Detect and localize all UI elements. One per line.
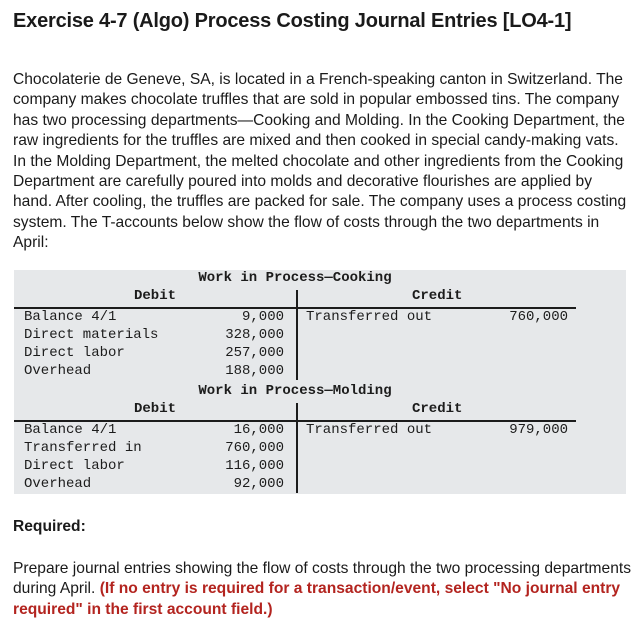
- credit-amount: 760,000: [509, 309, 568, 325]
- debit-label: Balance 4/1: [24, 422, 117, 438]
- instructions-text: Prepare journal entries showing the flow of costs through the two processing departments during April.: [13, 560, 632, 598]
- debit-amount: 328,000: [225, 327, 284, 343]
- debit-amount: 188,000: [225, 363, 284, 379]
- instructions: [13, 559, 637, 620]
- debit-label: Overhead: [24, 363, 92, 379]
- debit-header: Debit: [134, 288, 177, 304]
- debit-label: Overhead: [24, 476, 92, 492]
- debit-amount: 257,000: [225, 345, 284, 361]
- debit-amount: 16,000: [233, 422, 284, 438]
- credit-label: Transferred out: [306, 309, 433, 325]
- debit-amount: 9,000: [241, 309, 284, 325]
- t-accounts-panel: [14, 270, 626, 494]
- debit-label: Direct labor: [24, 458, 125, 474]
- intro-paragraph: Chocolaterie de Geneve, SA, is located in a French-speaking canton in Switzerland. The company makes chocolate truffles that are sold in popular embossed tins. The company has two processing departments—Cooking and Molding. In the Cooking Department, the raw ingredients for the truffles are mixed and then cooked in special candy-making vats. In the Molding Department, the melted chocolate and other ingredients from the Cooking Department are carefully poured into molds and decorative flourishes are applied by hand. After cooling, the truffles are packed for sale. The company uses a process costing system. The T-accounts below show the flow of costs through the two departments in April:: [13, 71, 627, 252]
- debit-label: Balance 4/1: [24, 309, 117, 325]
- credit-amount: 979,000: [509, 422, 568, 438]
- t-account-molding: [14, 383, 626, 495]
- t-account-title: Work in Process—Cooking: [198, 270, 392, 286]
- debit-label: Direct labor: [24, 345, 125, 361]
- t-account-title: Work in Process—Molding: [198, 383, 392, 399]
- t-account-vertical-rule: [296, 403, 298, 493]
- required-heading: Required:: [13, 518, 86, 535]
- debit-label: Direct materials: [24, 327, 159, 343]
- debit-amount: 92,000: [233, 476, 284, 492]
- debit-label: Transferred in: [24, 440, 142, 456]
- page-title: Exercise 4-7 (Algo) Process Costing Journal Entries [LO4-1]: [13, 10, 572, 32]
- debit-header: Debit: [134, 401, 177, 417]
- debit-amount: 116,000: [225, 458, 284, 474]
- debit-amount: 760,000: [225, 440, 284, 456]
- credit-label: Transferred out: [306, 422, 433, 438]
- t-account-cooking: [14, 270, 626, 382]
- instructions-emphasis: (If no entry is required for a transaction/event, select "No journal entry required" in the first account field.): [13, 580, 621, 618]
- credit-header: Credit: [412, 401, 463, 417]
- credit-header: Credit: [412, 288, 463, 304]
- t-account-vertical-rule: [296, 290, 298, 380]
